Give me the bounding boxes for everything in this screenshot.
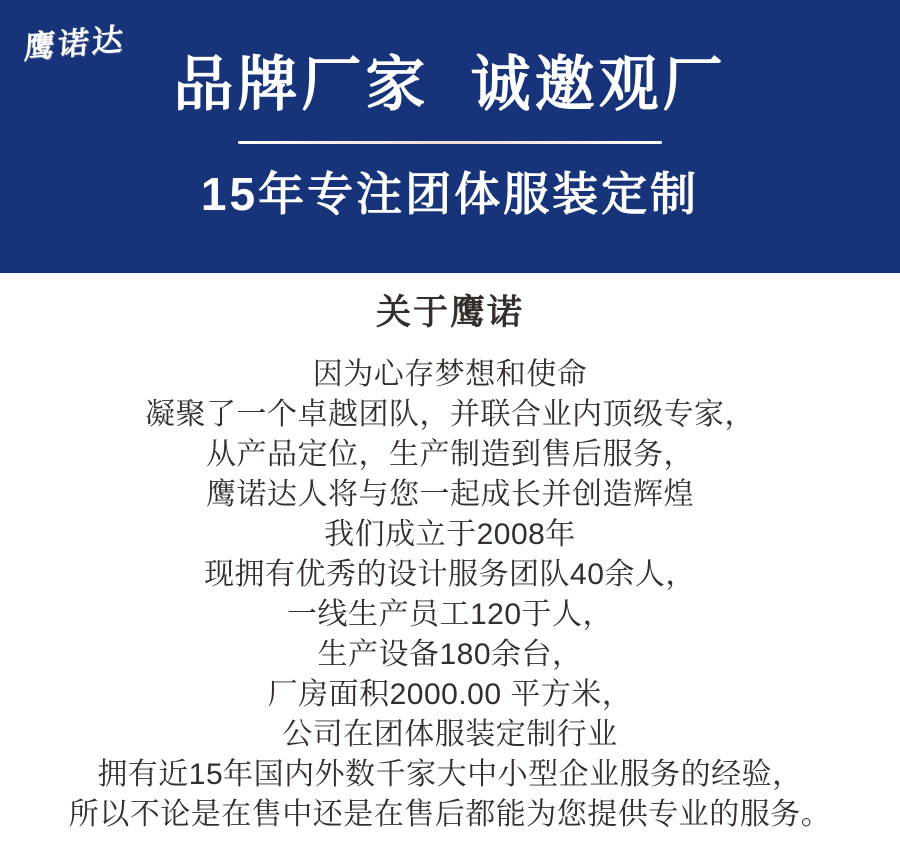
about-line: 现拥有优秀的设计服务团队40余人， (204, 558, 696, 591)
banner-title: 品牌厂家 诚邀观厂 (173, 51, 727, 118)
about-line: 凝聚了一个卓越团队，并联合业内顶级专家， (145, 398, 755, 431)
banner (0, 0, 900, 273)
banner-subtitle: 15年专注团体服装定制 (200, 168, 700, 220)
about-paragraph (0, 355, 900, 835)
brand-logo: 鹰诺达 (23, 21, 127, 66)
about-line: 我们成立于2008年 (324, 518, 576, 551)
about-line: 生产设备180余台， (317, 638, 583, 671)
about-line: 鹰诺达人将与您一起成长并创造辉煌 (206, 478, 694, 511)
divider-line (238, 141, 662, 144)
about-section (0, 294, 900, 835)
about-heading: 关于鹰诺 (375, 293, 524, 332)
about-line: 公司在团体服装定制行业 (282, 718, 618, 751)
about-line: 拥有近15年国内外数千家大中小型企业服务的经验， (97, 758, 803, 791)
about-line: 所以不论是在售中还是在售后都能为您提供专业的服务。 (68, 798, 832, 831)
about-line: 厂房面积2000.00 平方米， (267, 678, 633, 711)
about-line: 一线生产员工120于人， (286, 598, 614, 631)
about-line: 从产品定位，生产制造到售后服务， (206, 438, 694, 471)
about-line: 因为心存梦想和使命 (312, 358, 588, 391)
